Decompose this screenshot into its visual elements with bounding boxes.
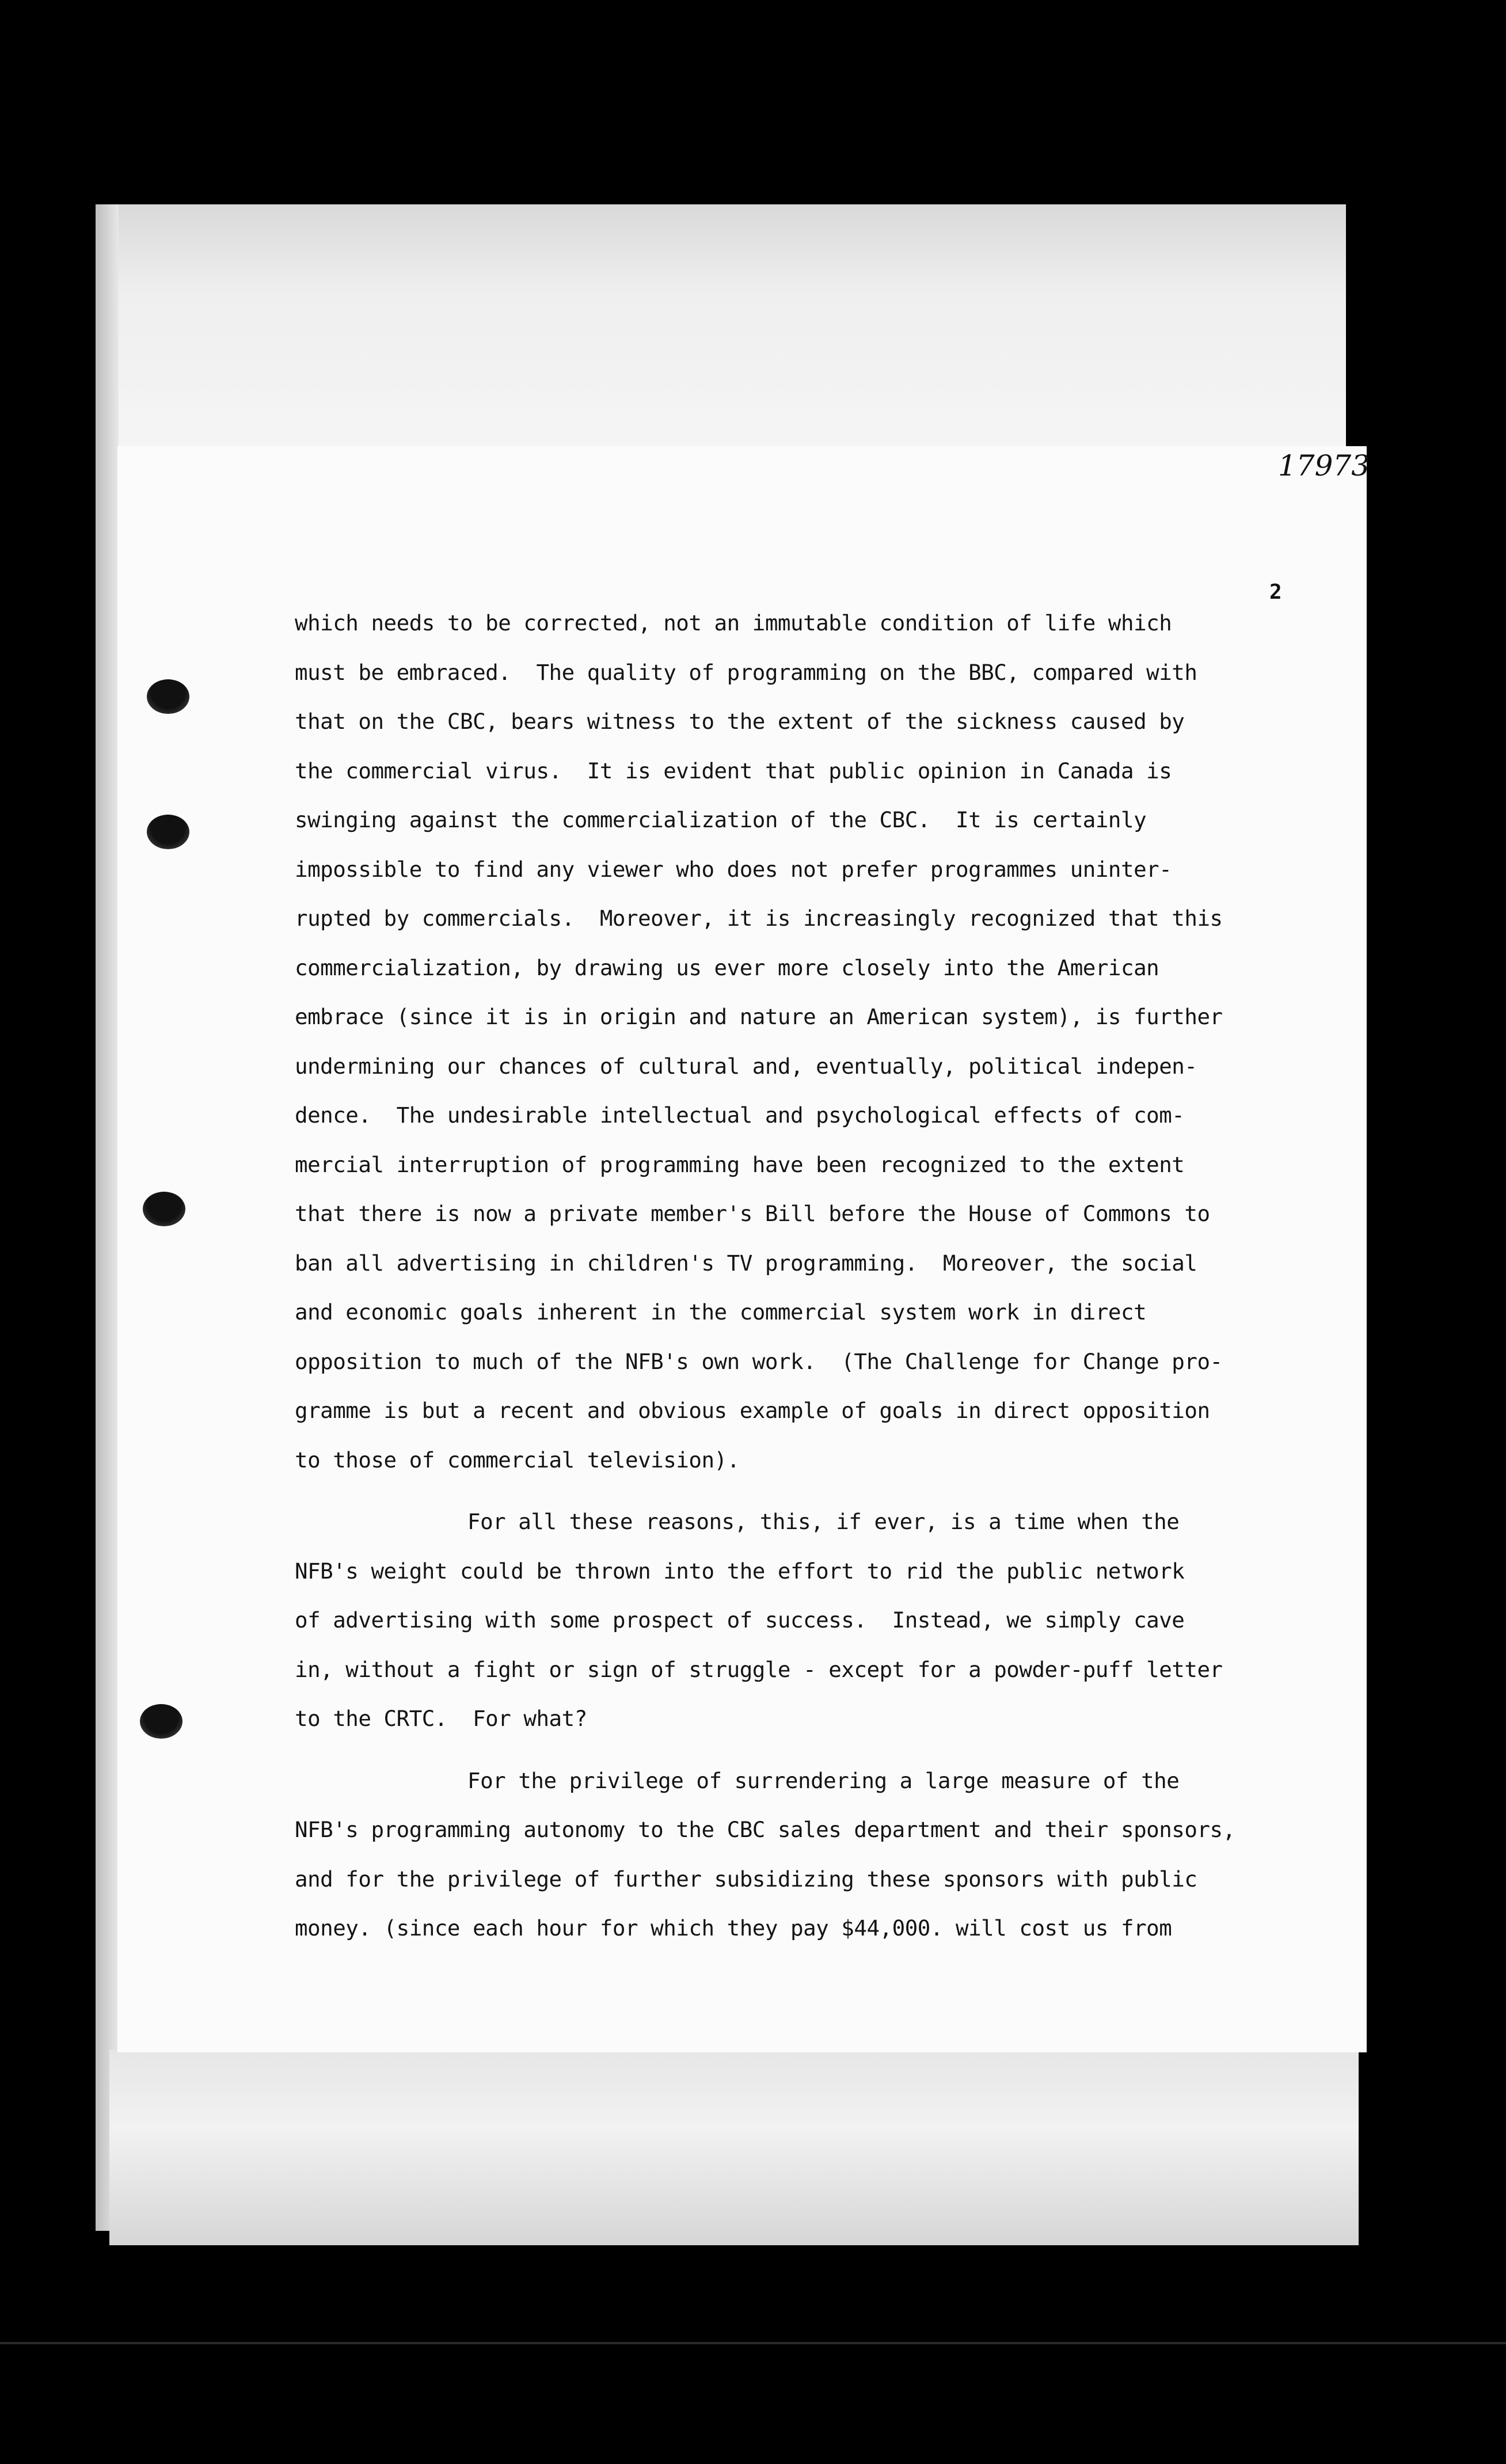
text-line: embrace (since it is in origin and nature an American system), is further	[295, 1004, 1223, 1029]
underlying-sheet-bottom	[109, 2049, 1359, 2245]
paragraph-gap	[295, 1485, 1273, 1497]
text-line: of advertising with some prospect of success. Instead, we simply cave	[295, 1607, 1185, 1633]
text-line: and economic goals inherent in the commercial system work in direct	[295, 1299, 1147, 1325]
text-line: dence. The undesirable intellectual and psychological effects of com-	[295, 1102, 1185, 1128]
handwritten-reference-number: 17973	[1278, 449, 1370, 482]
text-line: commercialization, by drawing us ever more closely into the American	[295, 955, 1159, 980]
page-number: 2	[1269, 580, 1282, 604]
text-line: in, without a fight or sign of struggle - except for a powder-puff letter	[295, 1656, 1223, 1682]
text-line: which needs to be corrected, not an immutable condition of life which	[295, 610, 1172, 636]
text-line: For all these reasons, this, if ever, is a time when the	[467, 1509, 1180, 1534]
text-line: rupted by commercials. Moreover, it is increasingly recognized that this	[295, 906, 1223, 931]
text-line: NFB's programming autonomy to the CBC sales department and their sponsors,	[295, 1817, 1235, 1842]
text-line: For the privilege of surrendering a large measure of the	[467, 1767, 1180, 1793]
text-line: mercial interruption of programming have been recognized to the extent	[295, 1151, 1185, 1177]
paragraph-1	[295, 599, 1273, 1485]
text-line: money. (since each hour for which they pay $44,000. will cost us from	[295, 1915, 1172, 1941]
text-line: that on the CBC, bears witness to the extent of the sickness caused by	[295, 709, 1185, 734]
underlying-sheet-edge	[96, 204, 119, 2231]
text-line: opposition to much of the NFB's own work. (The Challenge for Change pro-	[295, 1348, 1223, 1374]
text-line: the commercial virus. It is evident that public opinion in Canada is	[295, 758, 1172, 784]
body-text	[295, 599, 1273, 1953]
punch-hole-2	[147, 815, 189, 849]
text-line: to those of commercial television).	[295, 1447, 740, 1473]
text-line: impossible to find any viewer who does not prefer programmes uninter-	[295, 856, 1172, 882]
paragraph-3	[295, 1756, 1273, 1953]
text-line: NFB's weight could be thrown into the effort to rid the public network	[295, 1558, 1185, 1584]
text-line: must be embraced. The quality of programming on the BBC, compared with	[295, 659, 1197, 685]
text-line: and for the privilege of further subsidizing these sponsors with public	[295, 1866, 1197, 1892]
text-line: swinging against the commercialization of the CBC. It is certainly	[295, 807, 1147, 832]
text-line: that there is now a private member's Bill before the House of Commons to	[295, 1201, 1210, 1226]
punch-hole-3	[143, 1192, 185, 1226]
paragraph-gap	[295, 1744, 1273, 1756]
paragraph-2	[295, 1497, 1273, 1744]
scan-border-line	[0, 2342, 1506, 2344]
text-line: ban all advertising in children's TV programming. Moreover, the social	[295, 1250, 1197, 1276]
punch-hole-1	[147, 679, 189, 714]
text-line: to the CRTC. For what?	[295, 1706, 587, 1731]
punch-hole-4	[140, 1704, 182, 1739]
text-line: undermining our chances of cultural and, eventually, political indepen-	[295, 1053, 1197, 1079]
text-line: gramme is but a recent and obvious example of goals in direct opposition	[295, 1398, 1210, 1423]
